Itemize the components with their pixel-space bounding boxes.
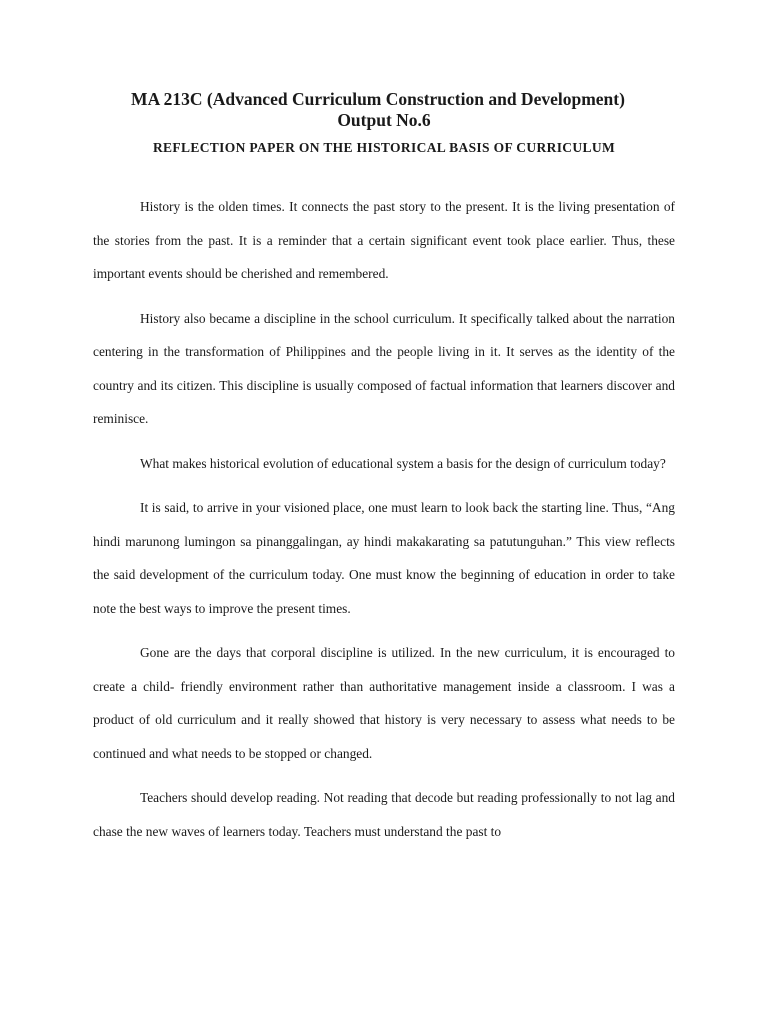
- paragraph: What makes historical evolution of educational system a basis for the design of curriculum today?: [140, 455, 666, 471]
- body-text: [93, 190, 675, 859]
- course-title: MA 213C (Advanced Curriculum Construction and Development): [131, 89, 625, 109]
- paragraph: Teachers should develop reading. Not reading that decode but reading professionally to not lag and chase the new waves of learners today. Teachers must understand the past to: [93, 790, 675, 839]
- paper-title: REFLECTION PAPER ON THE HISTORICAL BASIS OF CURRICULUM: [152, 140, 616, 155]
- output-number: Output No.6: [337, 110, 431, 130]
- paragraph: History also became a discipline in the school curriculum. It specifically talked about the narration centering in the transformation of Philippines and the people living in it. It serves as the identity of the country and its citizen. This discipline is usually composed of factual information that learners discover and reminisce.: [93, 310, 675, 426]
- paragraph: Gone are the days that corporal discipline is utilized. In the new curriculum, it is encouraged to create a child- friendly environment rather than authoritative management inside a classroom. I was a product of old curriculum and it really showed that history is very necessary to assess what needs to be continued and what needs to be stopped or changed.: [93, 645, 675, 761]
- paragraph: History is the olden times. It connects the past story to the present. It is the living presentation of the stories from the past. It is a reminder that a certain significant event took place earlier. Thus, these important events should be cherished and remembered.: [93, 199, 675, 281]
- paragraph: It is said, to arrive in your visioned place, one must learn to look back the starting line. Thus, “Ang hindi marunong lumingon sa pinanggalingan, ay hindi makakarating sa patutunguhan.” This view reflects the said development of the curriculum today. One must know the beginning of education in order to take note the best ways to improve the present times.: [93, 500, 675, 616]
